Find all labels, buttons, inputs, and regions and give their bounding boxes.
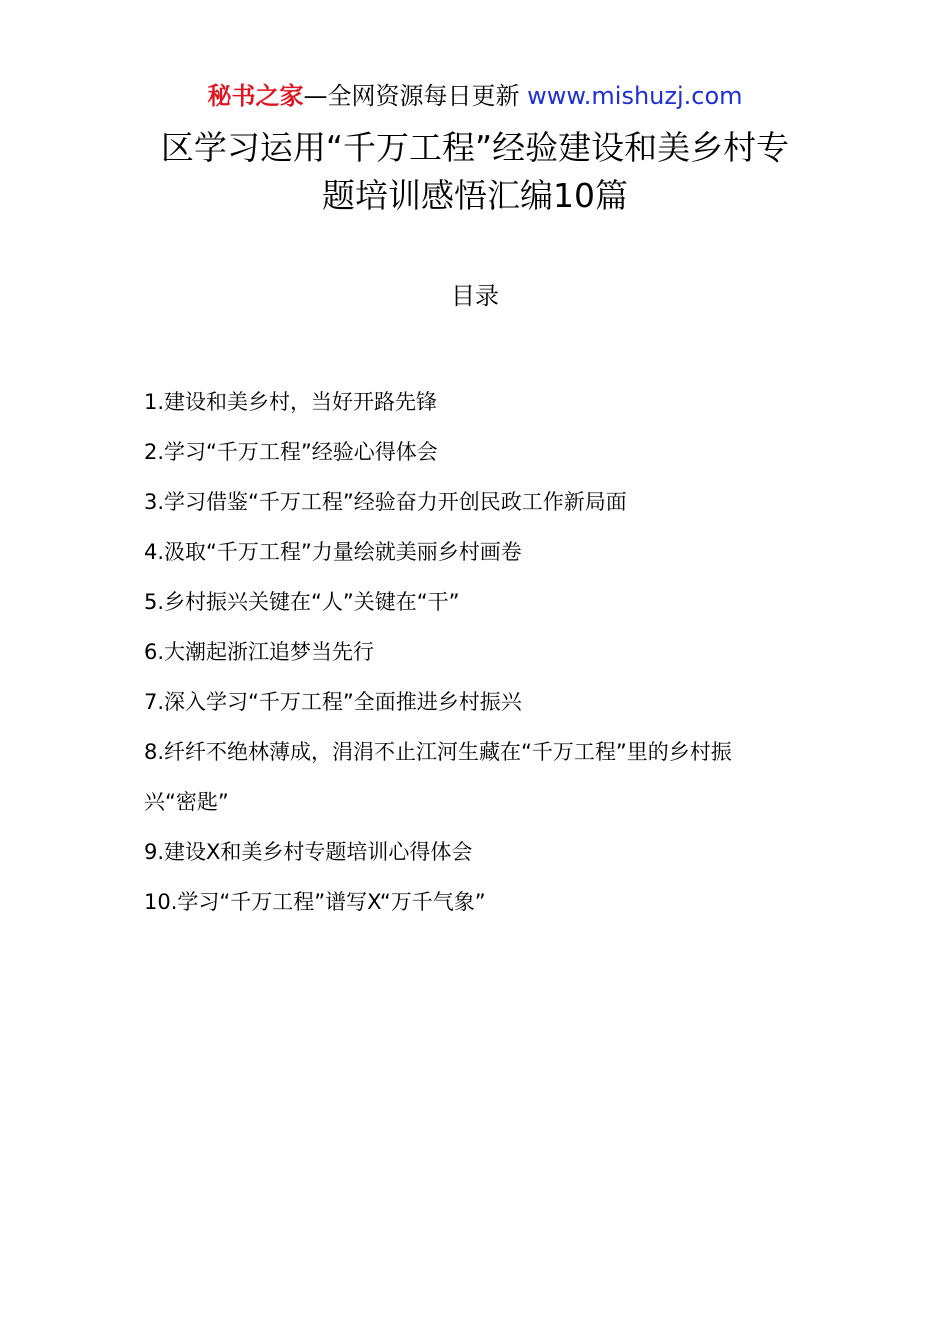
toc-item-8-continued: 兴“密匙” <box>144 790 229 814</box>
toc-item-1: 1.建设和美乡村，当好开路先锋 <box>144 390 438 414</box>
title-line-1: 区学习运用“千万工程”经验建设和美乡村专 <box>160 128 790 167</box>
document-title <box>0 124 950 220</box>
site-header <box>0 78 950 114</box>
toc-item-2: 2.学习“千万工程”经验心得体会 <box>144 440 438 464</box>
toc-item-3: 3.学习借鉴“千万工程”经验奋力开创民政工作新局面 <box>144 490 627 514</box>
toc-item-6: 6.大潮起浙江追梦当先行 <box>144 640 375 664</box>
title-line-2: 题培训感悟汇编10篇 <box>322 176 628 215</box>
table-of-contents <box>144 377 824 927</box>
toc-item-4: 4.汲取“千万工程”力量绘就美丽乡村画卷 <box>144 540 522 564</box>
site-url-link[interactable]: www.mishuzj.com <box>527 82 743 110</box>
toc-item-5: 5.乡村振兴关键在“人”关键在“干” <box>144 590 460 614</box>
toc-item-10: 10.学习“千万工程”谱写X“万千气象” <box>144 890 486 914</box>
toc-item-8: 8.纤纤不绝林薄成，涓涓不止江河生藏在“千万工程”里的乡村振 <box>144 740 732 764</box>
brand-name: 秘书之家 <box>207 82 304 110</box>
toc-item-7: 7.深入学习“千万工程”全面推进乡村振兴 <box>144 690 522 714</box>
toc-item-9: 9.建设X和美乡村专题培训心得体会 <box>144 840 473 864</box>
toc-heading: 目录 <box>451 282 499 310</box>
site-tagline: —全网资源每日更新 <box>303 82 520 110</box>
